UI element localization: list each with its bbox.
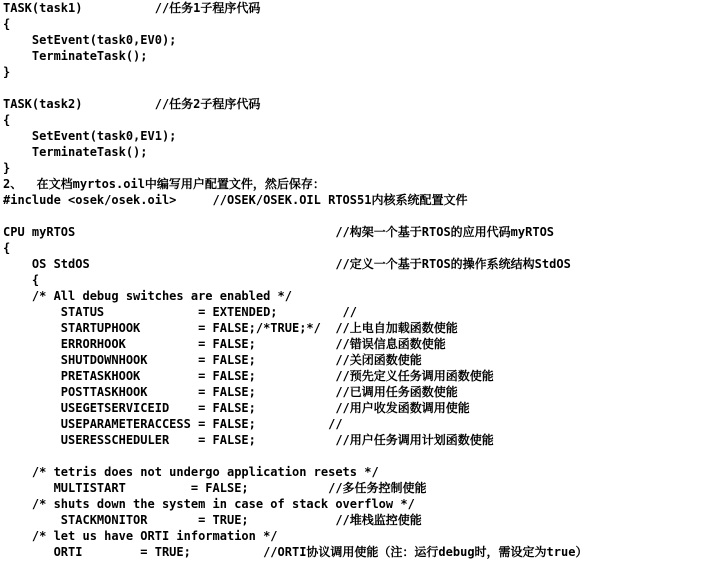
code-line: POSTTASKHOOK = FALSE; //已调用任务函数使能 bbox=[3, 385, 458, 399]
code-line bbox=[3, 80, 713, 96]
code-line bbox=[3, 448, 713, 464]
code-line: ERRORHOOK = FALSE; //错误信息函数使能 bbox=[3, 337, 446, 351]
code-line: { bbox=[3, 241, 11, 255]
code-line: /* tetris does not undergo application resets */ bbox=[3, 465, 379, 479]
code-line: USEPARAMETERACCESS = FALSE; // bbox=[3, 417, 343, 431]
code-line: SHUTDOWNHOOK = FALSE; //关闭函数使能 bbox=[3, 353, 422, 367]
code-line: MULTISTART = FALSE; //多任务控制使能 bbox=[3, 481, 427, 495]
code-line: TASK(task1) //任务1子程序代码 bbox=[3, 1, 261, 15]
code-line: /* shuts down the system in case of stack overflow */ bbox=[3, 497, 415, 511]
code-line: 2、 在文档myrtos.oil中编写用户配置文件，然后保存： bbox=[3, 177, 325, 191]
code-line: /* All debug switches are enabled */ bbox=[3, 289, 292, 303]
code-line: CPU myRTOS //构架一个基于RTOS的应用代码myRTOS bbox=[3, 225, 555, 239]
code-line: #include <osek/osek.oil> //OSEK/OSEK.OIL RTOS51内核系统配置文件 bbox=[3, 193, 468, 207]
code-line: SetEvent(task0,EV1); bbox=[3, 129, 177, 143]
code-line: { bbox=[3, 113, 11, 127]
code-line: TASK(task2) //任务2子程序代码 bbox=[3, 97, 261, 111]
code-line: /* let us have ORTI information */ bbox=[3, 529, 278, 543]
code-line: { bbox=[3, 17, 11, 31]
code-line: } bbox=[3, 161, 11, 175]
code-line: PRETASKHOOK = FALSE; //预先定义任务调用函数使能 bbox=[3, 369, 494, 383]
code-line: ORTI = TRUE; //ORTI协议调用使能（注：运行debug时，需设定为true） bbox=[3, 545, 588, 559]
code-line: TerminateTask(); bbox=[3, 49, 148, 63]
code-line: SetEvent(task0,EV0); bbox=[3, 33, 177, 47]
code-line: STACKMONITOR = TRUE; //堆栈监控使能 bbox=[3, 513, 422, 527]
code-line: STARTUPHOOK = FALSE;/*TRUE;*/ //上电自加载函数使能 bbox=[3, 321, 458, 335]
code-line: { bbox=[3, 273, 40, 287]
code-line: TerminateTask(); bbox=[3, 145, 148, 159]
code-line: STATUS = EXTENDED; // bbox=[3, 305, 358, 319]
code-line: } bbox=[3, 65, 11, 79]
code-line: USEGETSERVICEID = FALSE; //用户收发函数调用使能 bbox=[3, 401, 470, 415]
code-line: OS StdOS //定义一个基于RTOS的操作系统结构StdOS bbox=[3, 257, 571, 271]
code-listing bbox=[3, 0, 713, 564]
code-line: USERESSCHEDULER = FALSE; //用户任务调用计划函数使能 bbox=[3, 433, 494, 447]
code-line bbox=[3, 208, 713, 224]
